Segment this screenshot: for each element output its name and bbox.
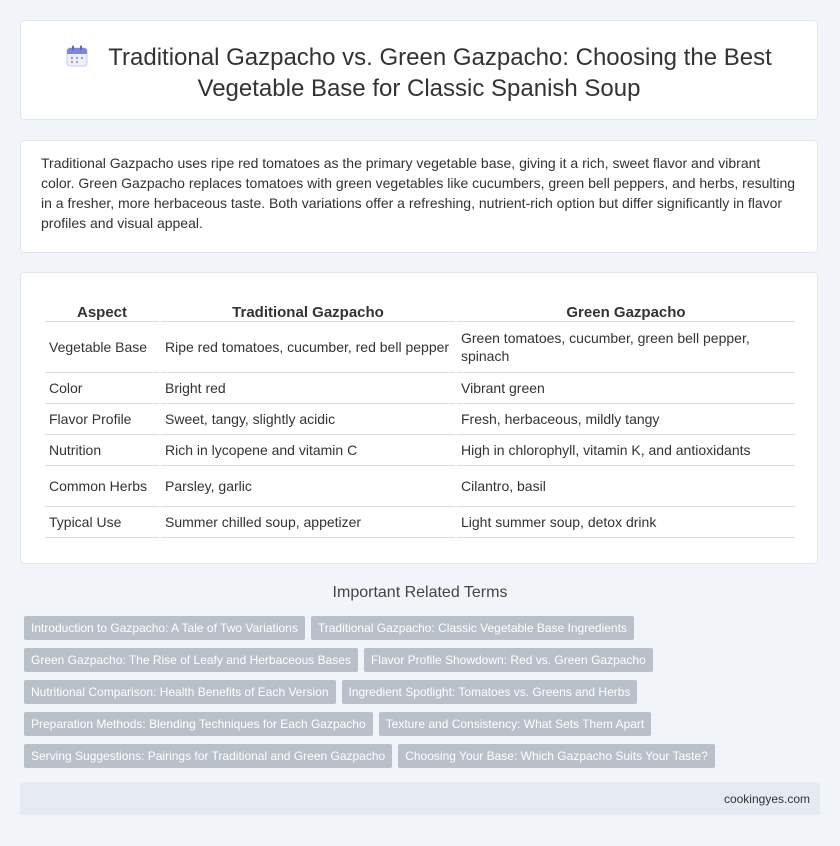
related-term-tag[interactable]: Traditional Gazpacho: Classic Vegetable Base Ingredients xyxy=(311,616,634,640)
intro-text: Traditional Gazpacho uses ripe red tomatoes as the primary vegetable base, giving it a rich, sweet flavor and vibrant color. Green Gazpacho replaces tomatoes with green vegetables like cucumbers, green bell peppers, and herbs, resulting in a fresher, more herbaceous taste. Both variations offer a refreshing, nutrient-rich option but differ significantly in flavor profiles and visual appeal. xyxy=(41,155,796,231)
related-term-tag[interactable]: Green Gazpacho: The Rise of Leafy and Herbaceous Bases xyxy=(24,648,358,672)
cell-aspect: Common Herbs xyxy=(45,466,159,507)
cell-aspect: Typical Use xyxy=(45,507,159,538)
cell-green: Light summer soup, detox drink xyxy=(457,507,795,538)
comparison-table xyxy=(43,295,797,538)
cell-traditional: Bright red xyxy=(161,373,455,404)
header-card xyxy=(20,20,818,120)
related-term-tag[interactable]: Texture and Consistency: What Sets Them Apart xyxy=(379,712,652,736)
table-row xyxy=(45,466,795,507)
header-green: Green Gazpacho xyxy=(457,295,795,322)
related-term-tag[interactable]: Ingredient Spotlight: Tomatoes vs. Greens and Herbs xyxy=(342,680,638,704)
cell-green: High in chlorophyll, vitamin K, and antioxidants xyxy=(457,435,795,466)
cell-traditional: Summer chilled soup, appetizer xyxy=(161,507,455,538)
cell-aspect: Color xyxy=(45,373,159,404)
related-term-tag[interactable]: Introduction to Gazpacho: A Tale of Two Variations xyxy=(24,616,305,640)
intro-card xyxy=(20,140,818,253)
footer xyxy=(20,782,820,815)
header-traditional: Traditional Gazpacho xyxy=(161,295,455,322)
cell-traditional: Sweet, tangy, slightly acidic xyxy=(161,404,455,435)
cell-aspect: Flavor Profile xyxy=(45,404,159,435)
related-term-tag[interactable]: Nutritional Comparison: Health Benefits of Each Version xyxy=(24,680,336,704)
comparison-table-card xyxy=(20,272,818,564)
cell-green: Green tomatoes, cucumber, green bell pepper, spinach xyxy=(457,322,795,373)
table-row xyxy=(45,435,795,466)
cell-green: Cilantro, basil xyxy=(457,466,795,507)
table-row xyxy=(45,373,795,404)
footer-site-link[interactable]: cookingyes.com xyxy=(723,792,810,806)
table-row xyxy=(45,404,795,435)
cell-green: Fresh, herbaceous, mildly tangy xyxy=(457,404,795,435)
cell-traditional: Parsley, garlic xyxy=(161,466,455,507)
related-term-tag[interactable]: Flavor Profile Showdown: Red vs. Green Gazpacho xyxy=(364,648,653,672)
cell-traditional: Rich in lycopene and vitamin C xyxy=(161,435,455,466)
title-line-1: Traditional Gazpacho vs. Green Gazpacho: Choosing the Best xyxy=(108,44,772,71)
title-line-2: Vegetable Base for Classic Spanish Soup xyxy=(197,75,641,102)
calendar-icon xyxy=(66,45,88,74)
table-row xyxy=(45,322,795,373)
related-terms-title: Important Related Terms xyxy=(332,584,508,601)
related-term-tag[interactable]: Choosing Your Base: Which Gazpacho Suits Your Taste? xyxy=(398,744,715,768)
header-aspect: Aspect xyxy=(45,295,159,322)
table-header-row xyxy=(45,295,795,322)
cell-aspect: Nutrition xyxy=(45,435,159,466)
related-term-tag[interactable]: Serving Suggestions: Pairings for Traditional and Green Gazpacho xyxy=(24,744,392,768)
related-term-tag[interactable]: Preparation Methods: Blending Techniques for Each Gazpacho xyxy=(24,712,373,736)
table-row xyxy=(45,507,795,538)
cell-green: Vibrant green xyxy=(457,373,795,404)
cell-traditional: Ripe red tomatoes, cucumber, red bell pepper xyxy=(161,322,455,373)
related-terms-list xyxy=(24,616,820,776)
page-title xyxy=(21,43,817,103)
cell-aspect: Vegetable Base xyxy=(45,322,159,373)
